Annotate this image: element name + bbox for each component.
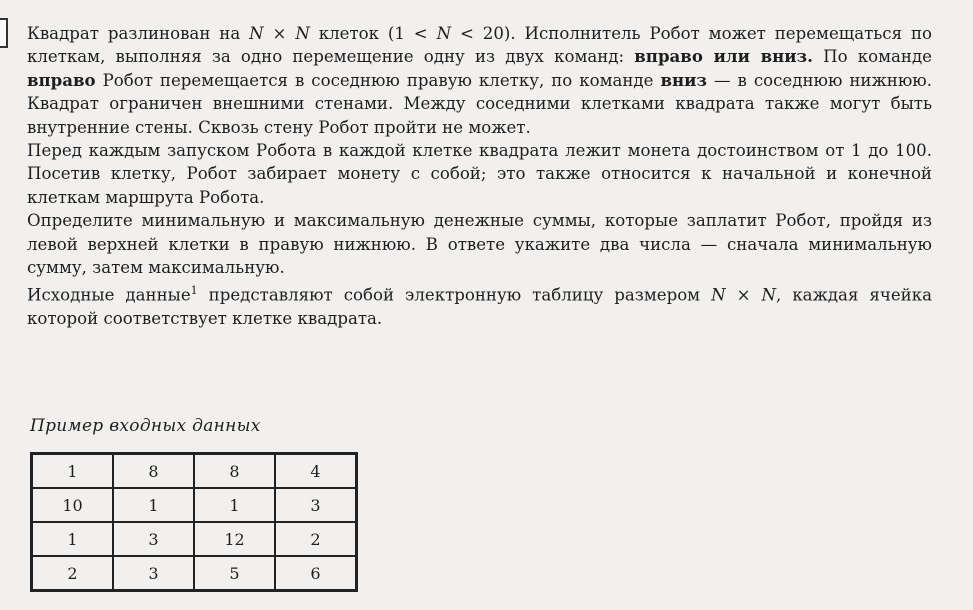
table-cell: 6 [275, 556, 357, 591]
text-run: , каждая ячейка которой соответствует клетке квадрата. [27, 286, 932, 329]
text-run: Робот перемещается в соседнюю правую клетку, по команде [95, 70, 661, 90]
command-down: вниз. [760, 46, 813, 67]
table-row [32, 556, 357, 591]
var-n: N [295, 24, 310, 43]
command-down: вниз [660, 69, 708, 90]
table-cell: 2 [275, 522, 357, 556]
table-cell: 4 [275, 454, 357, 489]
example-caption: Пример входных данных [30, 416, 261, 436]
table-cell: 3 [275, 488, 357, 522]
task-number-box [0, 18, 8, 48]
text-run: — в соседнюю нижнюю. Квадрат ограничен внешними стенами. Между соседними клетками квадрата также могут быть внутренние стены. Сквозь стену Робот пройти не может. [27, 70, 932, 137]
table-cell: 1 [194, 488, 275, 522]
example-table [30, 452, 358, 592]
task-paragraph-1 [27, 22, 932, 139]
table-cell: 3 [113, 522, 194, 556]
table-cell: 8 [194, 454, 275, 489]
table-cell: 1 [113, 488, 194, 522]
table-cell: 8 [113, 454, 194, 489]
text-run: представляют собой электронную таблицу размером [197, 286, 712, 305]
table-cell: 2 [32, 556, 114, 591]
text-run: × [263, 24, 296, 43]
task-paragraph-3: Определите минимальную и максимальную денежные суммы, которые заплатит Робот, пройдя из левой верхней клетки в правую нижнюю. В ответе укажите два числа — сначала минимальную сумму, затем максимальную. [27, 211, 932, 278]
command-right: вправо [27, 69, 96, 90]
table-cell: 12 [194, 522, 275, 556]
text-run: Квадрат разлинован на [27, 24, 250, 43]
task-paragraph-2: Перед каждым запуском Робота в каждой клетке квадрата лежит монета достоинством от 1 до 100. Посетив клетку, Робот забирает монету с собой; это также относится к начальной и конечной клеткам маршрута Робота. [27, 141, 932, 207]
text-run: По команде [812, 47, 932, 67]
var-n: N [436, 24, 452, 43]
table-row [32, 522, 357, 556]
text-run: < 20). Исполнитель Робот может перемещаться по клеткам, выполняя за одно перемещение одну из двух команд: [27, 24, 932, 67]
table-row [32, 488, 357, 522]
table-cell: 1 [32, 522, 114, 556]
footnote-mark: 1 [190, 284, 198, 298]
text-run: или [702, 46, 761, 67]
table-cell: 1 [32, 454, 114, 489]
task-text [27, 22, 932, 331]
task-paragraph-4 [27, 279, 932, 330]
text-run: клеток (1 < [309, 24, 437, 43]
var-n: N [761, 286, 777, 305]
var-n: N [249, 24, 264, 43]
table-row [32, 454, 357, 489]
var-n: N [711, 286, 726, 305]
table-cell: 5 [194, 556, 275, 591]
table-cell: 10 [32, 488, 114, 522]
command-right: вправо [634, 46, 703, 67]
text-run: Исходные данные [27, 286, 191, 305]
table-cell: 3 [113, 556, 194, 591]
text-run: × [725, 286, 762, 305]
